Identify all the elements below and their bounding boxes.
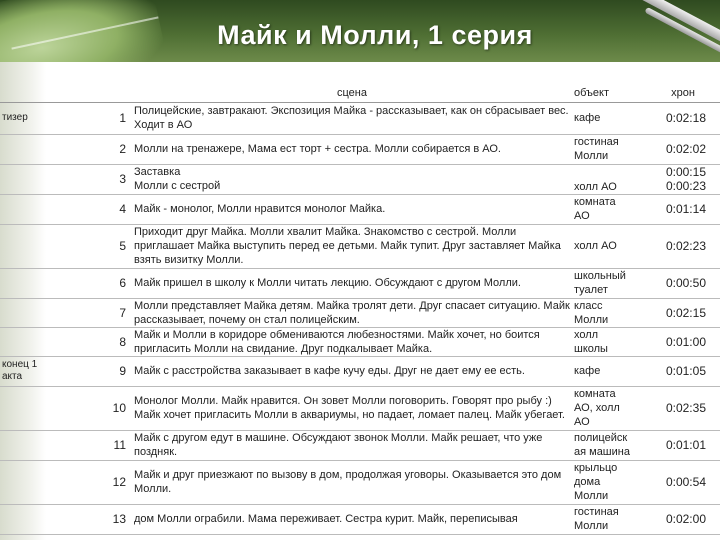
scene-description: Заставка Молли с сестрой <box>132 164 572 194</box>
scene-location: гостиная Молли <box>572 504 646 534</box>
scene-description: Приходит друг Майка. Молли хвалит Майка. Знакомство с сестрой. Молли приглашает Майка выступить перед ее детьми. Майк тупит. Друг заставляет Майка взять визитку Молли. <box>132 224 572 268</box>
table-row <box>0 298 720 327</box>
scene-duration: 0:02:23 <box>646 224 720 268</box>
scene-location: класс Молли <box>572 298 646 327</box>
scene-duration: 0:00:54 <box>646 460 720 504</box>
scene-number: 11 <box>64 430 132 460</box>
scene-number: 9 <box>64 356 132 386</box>
scene-duration: 0:02:00 <box>646 504 720 534</box>
scene-number: 7 <box>64 298 132 327</box>
table-row <box>0 164 720 194</box>
scene-duration: 0:01:01 <box>646 430 720 460</box>
scene-number: 1 <box>64 102 132 134</box>
table-row <box>0 134 720 164</box>
scene-description: Полицейские, завтракают. Экспозиция Майка - рассказывает, как он сбрасывает вес. Ходит в АО <box>132 102 572 134</box>
scene-duration: 0:02:15 <box>646 298 720 327</box>
scene-number: 4 <box>64 194 132 224</box>
table-row <box>0 460 720 504</box>
scene-table <box>0 84 720 535</box>
scene-location: гостиная Молли <box>572 134 646 164</box>
scene-number: 2 <box>64 134 132 164</box>
scene-duration: 0:02:02 <box>646 134 720 164</box>
header-number-cell <box>64 84 132 102</box>
scene-duration: 0:02:35 <box>646 386 720 430</box>
scene-description: Майк с расстройства заказывает в кафе кучу еды. Друг не дает ему ее есть. <box>132 356 572 386</box>
scene-location: школьный туалет <box>572 268 646 298</box>
scene-duration: 0:01:14 <box>646 194 720 224</box>
table-row <box>0 430 720 460</box>
scene-description: Майк пришел в школу к Молли читать лекцию. Обсуждают с другом Молли. <box>132 268 572 298</box>
scene-duration: 0:02:18 <box>646 102 720 134</box>
scene-location: комната АО <box>572 194 646 224</box>
table-row <box>0 327 720 356</box>
header-object: объект <box>574 86 610 99</box>
table-row <box>0 268 720 298</box>
scene-location: холл АО <box>572 164 646 194</box>
slide-title: Майк и Молли, 1 серия <box>217 20 533 50</box>
table-row <box>0 224 720 268</box>
scene-number: 6 <box>64 268 132 298</box>
scene-number: 3 <box>64 164 132 194</box>
scene-location: кафе <box>572 102 646 134</box>
section-label-end-act: конец 1 акта <box>0 356 64 386</box>
header-band <box>0 0 720 62</box>
table-header-row <box>0 84 720 102</box>
scene-location: комната АО, холл АО <box>572 386 646 430</box>
scene-number: 8 <box>64 327 132 356</box>
scene-duration: 0:01:05 <box>646 356 720 386</box>
section-label-teaser: тизер <box>0 102 64 134</box>
scene-location: холл школы <box>572 327 646 356</box>
table-row <box>0 504 720 534</box>
scene-number: 10 <box>64 386 132 430</box>
header-time: хрон <box>671 86 695 99</box>
scene-number: 5 <box>64 224 132 268</box>
scene-location: холл АО <box>572 224 646 268</box>
table-row <box>0 194 720 224</box>
scene-description: Молли представляет Майка детям. Майка тролят дети. Друг спасает ситуацию. Майк рассказывает, почему он стал полицейским. <box>132 298 572 327</box>
scene-description: Майк и Молли в коридоре обмениваются любезностями. Майк хочет, но боится пригласить Молли на свидание. Друг подкалывает Майка. <box>132 327 572 356</box>
scene-description: Майк с другом едут в машине. Обсуждают звонок Молли. Майк решает, что уже поздняк. <box>132 430 572 460</box>
table-row <box>0 386 720 430</box>
scene-duration: 0:00:50 <box>646 268 720 298</box>
scene-location: крыльцо дома Молли <box>572 460 646 504</box>
table-row <box>0 356 720 386</box>
scene-location: кафе <box>572 356 646 386</box>
table-row <box>0 102 720 134</box>
scene-number: 13 <box>64 504 132 534</box>
scene-description: Майк - монолог, Молли нравится монолог Майка. <box>132 194 572 224</box>
header-scene: сцена <box>337 86 367 99</box>
scene-duration: 0:00:15 0:00:23 <box>646 164 720 194</box>
scene-description: дом Молли ограбили. Мама переживает. Сестра курит. Майк, переписывая <box>132 504 572 534</box>
scene-description: Майк и друг приезжают по вызову в дом, продолжая уговоры. Оказывается это дом Молли. <box>132 460 572 504</box>
scene-location: полицейск ая машина <box>572 430 646 460</box>
scene-description: Молли на тренажере, Мама ест торт + сестра. Молли собирается в АО. <box>132 134 572 164</box>
scene-duration: 0:01:00 <box>646 327 720 356</box>
header-section-cell <box>0 84 64 102</box>
scene-description: Монолог Молли. Майк нравится. Он зовет Молли поговорить. Говорят про рыбу :) Майк хочет пригласить Молли в аквариумы, но падает, ломает палец. Майк убегает. <box>132 386 572 430</box>
scene-number: 12 <box>64 460 132 504</box>
